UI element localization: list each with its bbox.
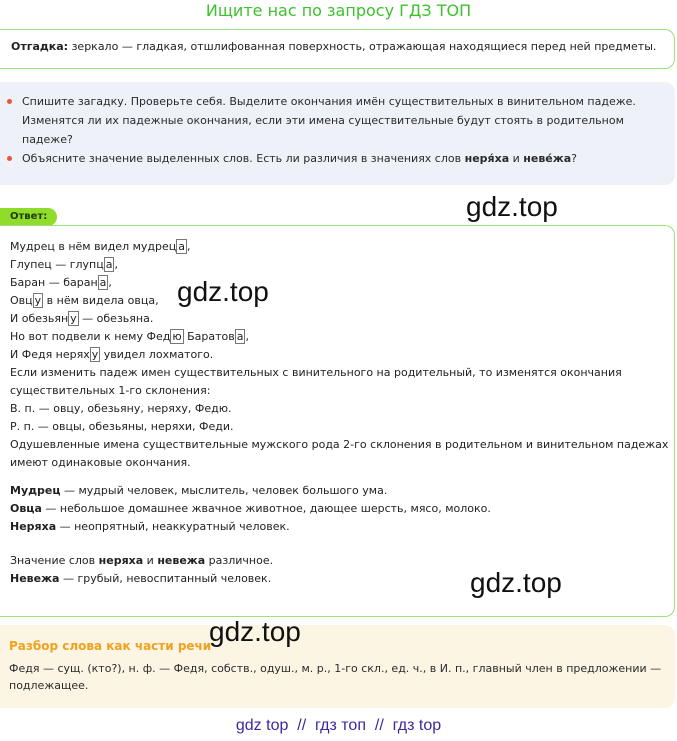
ending-box: у	[91, 348, 99, 361]
analysis-title: Разбор слова как части речи	[9, 639, 212, 653]
poem-line-2: Глупец — глупц а ,	[10, 258, 118, 271]
task-item-1	[6, 92, 665, 149]
definition-neryakha: Неряха — неопрятный, неаккуратный человек.	[10, 520, 290, 533]
riddle-answer-label: Отгадка:	[11, 40, 69, 53]
ending-box: у	[70, 312, 77, 325]
ending-box: а	[178, 240, 186, 253]
watermark: gdz.top	[209, 616, 301, 647]
task-item-2	[6, 149, 665, 168]
task-item-1-text: Спишите загадку. Проверьте себя. Выделите окончания имён существительных в винительном падеже. Изменятся ли их падежные окончания, если эти имена существительные будут стоять в родительном падеже?	[22, 95, 636, 146]
poem-line-5: И обезьян у — обезьяна.	[10, 312, 154, 325]
ending-box: а	[236, 330, 244, 343]
watermark: gdz.top	[470, 567, 562, 598]
task-conj: и	[509, 152, 524, 165]
definition-mudrets: Мудрец — мудрый человек, мыслитель, человек большого ума.	[10, 484, 388, 497]
poem-line-3: Баран — баран а ,	[10, 276, 112, 289]
bullet-icon	[7, 99, 12, 104]
riddle-answer-card	[0, 29, 675, 69]
task-word-2: неве́жа	[523, 152, 572, 165]
poem-line-1: Мудрец в нём видел мудрец а ,	[10, 240, 191, 253]
explain-accusative: В. п. — овцу, обезьяну, неряху, Федю.	[10, 402, 232, 415]
ending-box: ю	[172, 330, 182, 343]
watermark: gdz.top	[466, 191, 558, 222]
task-word-1: неря́ха	[464, 152, 510, 165]
poem-line-7: И Федя нерях у увидел лохматого.	[10, 348, 214, 361]
explain-genitive: Р. п. — овцы, обезьяны, неряхи, Феди.	[10, 420, 234, 433]
ending-box: у	[34, 294, 42, 307]
task-end: ?	[571, 152, 577, 165]
poem-line-6: Но вот подвели к нему Фед ю Баратов а ,	[10, 330, 249, 343]
definition-nevezha: Невежа — грубый, невоспитанный человек.	[10, 572, 272, 585]
top-banner: Ищите нас по запросу ГДЗ ТОП	[205, 1, 472, 20]
footer-links[interactable]: gdz top // гдз топ // гдз top	[235, 717, 442, 734]
task-item-2-text: Объясните значение выделенных слов. Есть ли различия в значениях слов	[22, 152, 465, 165]
bullet-icon	[7, 156, 12, 161]
answer-badge: Ответ:	[0, 208, 57, 226]
definition-ovtsa: Овца — небольшое домашнее жвачное животное, дающее шерсть, мясо, молоко.	[10, 502, 491, 515]
explain-paragraph-2: Одушевленные имена существительные мужского рода 2-го склонения в родительном и винительном падежах имеют одинаковые окончания.	[10, 438, 669, 469]
word-analysis-card	[0, 625, 675, 708]
explain-paragraph-1: Если изменить падеж имен существительных с винительного на родительный, то изменятся окончания существительных 1-го склонения:	[10, 366, 622, 397]
watermark: gdz.top	[177, 276, 269, 307]
analysis-text: Федя — сущ. (кто?), н. ф. — Федя, собств., одуш., м. р., 1-го скл., ед. ч., в И. п., главный член в предложении — подлежащее.	[9, 662, 662, 692]
answer-card	[0, 225, 675, 617]
ending-box: а	[99, 276, 107, 289]
task-card	[0, 82, 675, 185]
meaning-comparison: Значение слов неряха и невежа различное.	[10, 554, 274, 567]
poem-line-4: Овц у в нём видела овца,	[10, 294, 159, 307]
ending-box: а	[105, 258, 113, 271]
riddle-answer-text: зеркало — гладкая, отшлифованная поверхность, отражающая находящиеся перед ней предметы.	[68, 40, 657, 53]
